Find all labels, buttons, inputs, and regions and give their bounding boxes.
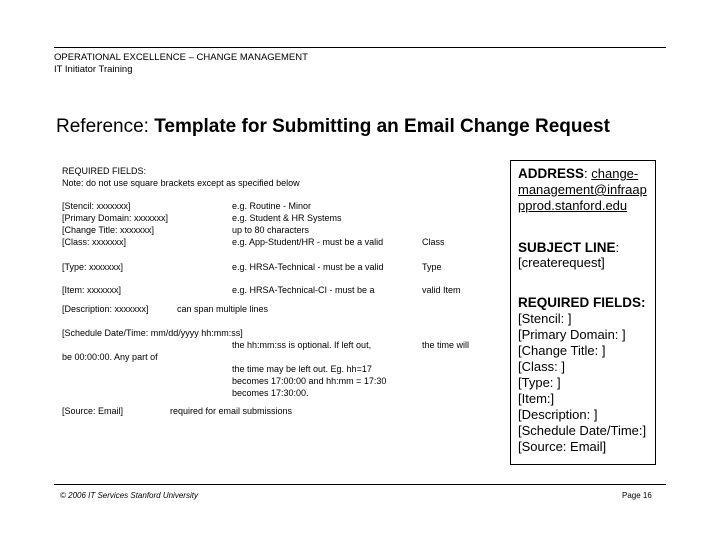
required-field-item: [Source: Email]	[518, 439, 607, 454]
field-item: [Item: xxxxxxx]	[62, 285, 122, 295]
footer-copyright: © 2006 IT Services Stanford University	[60, 491, 198, 500]
field-change-title: [Change Title: xxxxxxx]	[62, 225, 155, 235]
tail-item: valid Item	[422, 285, 461, 295]
required-field-item: [Class: ]	[518, 359, 565, 374]
field-stencil: [Stencil: xxxxxxx]	[62, 201, 131, 211]
example-description: can span multiple lines	[177, 304, 269, 314]
subject-line-heading: SUBJECT LINE:	[518, 240, 620, 255]
field-description: [Description: xxxxxxx]	[62, 304, 149, 314]
required-fields-label: REQUIRED FIELDS:	[62, 166, 147, 176]
required-fields-heading: REQUIRED FIELDS:	[518, 295, 646, 310]
tail-type: Type	[422, 262, 442, 272]
address-line-1: ADDRESS: change-	[518, 166, 639, 181]
subject-label: SUBJECT LINE	[518, 240, 616, 255]
address-link-1[interactable]: change-	[591, 166, 639, 181]
tail-schedule: the time will	[422, 340, 470, 350]
required-field-item: [Change Title: ]	[518, 343, 606, 358]
schedule-default: be 00:00:00. Any part of	[62, 352, 158, 362]
example-item: e.g. HRSA-Technical-CI - must be a	[232, 285, 375, 295]
example-title: up to 80 characters	[232, 225, 310, 235]
header-line-2: IT Initiator Training	[54, 64, 133, 75]
subject-value: [createrequest]	[518, 255, 605, 270]
field-type: [Type: xxxxxxx]	[62, 262, 124, 272]
required-field-item: [Item:]	[518, 391, 555, 406]
note-text: Note: do not use square brackets except as specified below	[62, 178, 300, 188]
required-field-item: [Stencil: ]	[518, 311, 572, 326]
required-field-item: [Description: ]	[518, 407, 598, 422]
example-source: required for email submissions	[170, 406, 293, 416]
field-source: [Source: Email]	[62, 406, 124, 416]
tail-class: Class	[422, 237, 445, 247]
field-primary-domain: [Primary Domain: xxxxxxx]	[62, 213, 169, 223]
example-type: e.g. HRSA-Technical - must be a valid	[232, 262, 384, 272]
page-title	[56, 116, 610, 138]
example-schedule-1: the hh:mm:ss is optional. If left out,	[232, 340, 372, 350]
field-schedule: [Schedule Date/Time: mm/dd/yyyy hh:mm:ss]	[62, 328, 243, 338]
header-rule	[54, 47, 666, 48]
required-field-item: [Primary Domain: ]	[518, 327, 626, 342]
field-class: [Class: xxxxxxx]	[62, 237, 127, 247]
example-stencil: e.g. Routine - Minor	[232, 201, 312, 211]
required-field-item: [Type: ]	[518, 375, 561, 390]
example-schedule-4: becomes 17:30:00.	[232, 388, 309, 398]
example-domain: e.g. Student & HR Systems	[232, 213, 342, 223]
header-line-1: OPERATIONAL EXCELLENCE – CHANGE MANAGEMENT	[54, 52, 308, 63]
footer-page-number: Page 16	[622, 491, 652, 500]
address-link-2[interactable]: management@infraap	[518, 182, 647, 197]
example-schedule-3: becomes 17:00:00 and hh:mm = 17:30	[232, 376, 387, 386]
address-label: ADDRESS	[518, 166, 585, 181]
example-schedule-2: the time may be left out. Eg. hh=17	[232, 364, 372, 374]
page-title-main: Template for Submitting an Email Change Request	[154, 116, 610, 137]
required-field-item: [Schedule Date/Time:]	[518, 423, 647, 438]
address-link-3[interactable]: pprod.stanford.edu	[518, 198, 628, 213]
example-class: e.g. App-Student/HR - must be a valid	[232, 237, 384, 247]
sidebar-box	[510, 160, 656, 465]
page-title-prefix: Reference:	[56, 116, 149, 137]
footer-rule	[54, 484, 666, 485]
